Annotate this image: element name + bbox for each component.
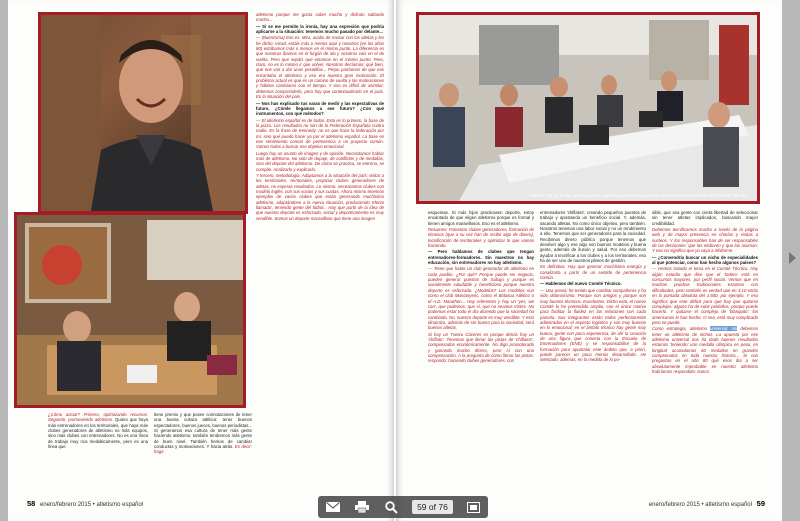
answer-1: — (Buenísima) Eso es. Mira, acabo de revisar con los atletas y les he dicho: mirad, estáis más o menos aquí y nosotros (en los años 80) estábamos más o menos en el mismo punto. La diferencia es que nosotros íbamos en el furgón de ida y vosotros vais en el de vuelta. Pero que sepáis que estamos en el mismo punto. Pero, claro, no es lo mismo ir que volver. Nosotros decíamos: qué bien, que nos van a dar unas pesetillas... Perpo partíamos de que nos encantaba el atletismo y eso era nuestra gran motivación. El problema actual es que es un camino de vuelta y las motivaciones y hábitos cambiaron con el tiempo. Y eso es difícil de asimilar: debemos comprenderlo, pero hay que contextualizarlo en el país. En la situación del país. [256,35,384,100]
page-indicator[interactable]: 59 of 76 [412,500,453,514]
right-page-footer: enero/febrero 2015 • atletismo español 59 [648,499,765,508]
left-page [8,0,394,521]
print-icon[interactable] [353,499,371,515]
bottom-text-1: Quiero que haya más entrenadores en los territoriales, que haya más clubes generadores de atletismo no más equipos, sino más clubes con entrenadores. No es una línea de trabajo muy rica mediáticamente, pero es una línea que [48,417,148,450]
answer-2: — El atletismo español es de todos. Esto es lo primero, la base de la pizza. Los resultados no son de la Federación Española contra nadie. Es la frase de Kennedy: no es que hace la federación por mí, sino qué puedo hacer yo por el atletismo español. La base es ese sentimiento común de pertenencia a un proyecto común. Vamos todos a buscar ese objetivo emocional. [256,117,384,150]
pull-quote: ¿Cómo actuar? Primero, optimizando recursos. Segundo, promoviendo atletismo. [48,412,148,423]
col2-text2: En definitiva. Hay que generar muchísima energía y canalizarla a partir de un sentido de pertenencia común. [540,264,646,281]
col3-a2-pre: Como estrategia, atletismo [652,326,707,332]
left-page-column-bottom-2 [154,412,252,496]
right-page-issue: enero/febrero 2015 [648,502,700,508]
highlighted-text[interactable]: universal. No [710,326,738,332]
office-illustration [17,215,243,405]
col1-question: — Pero hablamos de clubes que tengan entrenadores-formadores. Sin maestros no hay educación, sin entrenadores no hay atletismo. [428,249,534,266]
left-page-magazine: atletismo español [96,502,144,508]
col2-question: — Hablemos del nuevo Comité Técnico. [540,281,622,287]
col3-answer: — Hemos tratado el tema en el Comité Técnico. Hay algún estudio que dice que el 'todero' está en concursos mayores, por perfil social. Vemos que en muchas pruebas tradicionales estamos con dificultades, pero también es verdad que en 3.10 estás en la pomada absoluta del 1.500, por ejemplo. Y eso significa que este déficit para que hay que quitarse complejos: alguno ha de subir peldaños, porque puede hacerlo. Y quitarse el complejo de 'blanquito': los americanos lo han hecho. O sea, está muy complicado pero se puede. [652,266,758,325]
left-page-footer: 58 enero/febrero 2015 • atletismo español [27,499,144,508]
right-page-column-3 [652,210,758,495]
viewer-toolbar [318,496,488,518]
meeting-photo-right [416,12,760,204]
right-page-magazine: atletismo español [705,502,752,508]
col1-answer: — Tiene que haber un club generador de atletismo en cada pueblo. ¿Por qué? Porque puede ser negocio, pueden generar puestos de trabajo y porque es socialmente saludable y beneficioso porque nuestro deporte es esforzado. ¿Modelos? Los modelos son como el club Muntanyenc, como el Bidasoa Atlético o el A.D. Marathon... Hay referentes y hay un 'yes, we can', que podemos, que sí, que no seamos tristes. No podemos estar todo el día diciendo que la sociedad ha cambiado. No, nuestro deporte es muy vendible. Y esto dinamiza, además de ser bueno para la sociedad, será buenos atletas. [428,266,534,331]
meeting-room-illustration [419,15,757,201]
left-page-column-right [256,12,384,412]
col3-text1: sible, que sea gente con cierta libertad de seleccionar sin tener atletas implicados, buscando mayor credibilidad. [652,210,758,226]
right-page [396,0,782,521]
col3-answer-2 [652,326,758,374]
magazine-spread [8,0,782,521]
next-page-arrow-icon[interactable] [789,252,796,264]
col2-text1: entrenadores 'chiflatos', creando pequeños puestos de trabajo y apostando un beneficio social. Y, además, sacando atletas. No como único objetivo, pero también. Nosotros tenemos una labor social y no un rendimiento a ello. Tenemos que ser generadores para la sociedad. Recibimos dinero público porque tenemos que devolver algo y ese algo son buenos modelos y buena gente, además de ilusión y salud. Por eso debemos ayudar a tecnificar a los clubes y a los territoriales; eso ha de ser uno de nuestros pilares de gestión. [540,210,646,264]
left-page-number: 58 [27,499,36,508]
col3-text2: Debemos tecnificarnos mucho a través de la página web y de mayor presencia en charlas y visitas a nucleos. Y los responsables han de ser responsables de las decisiones: que las elaboren y que las asuman. Y eso no significa que yo vaya a inhibirme. [652,227,758,254]
mail-icon[interactable] [324,499,342,515]
col1-answer-2: Si hay un Txetxu Cáceres es porque detrás hay un 'chiflato'. Tenemos que llenar las pistas de 'chiflatos', compensados económicamente. No digo promotorado y ganando mucho dinero, pero sí con una compensación. A la pregunta de cómo llenar las pistas, respondo: haciendo clubes generadores, con [428,331,534,364]
question-2: — Nos has explicado tus varas de medir y las expectativas de futuro. ¿Cómle llegamos a ese futuro? ¿Con qué instrumentos, con qué métodos? [256,100,384,117]
col1-text2: Resumen: Fomentar clubes generadores, formación de técnicos (que a su vez han de recibir algo de dinero), tecnificación de territoriales y optimizar lo que vamos haciendo. [428,227,534,249]
right-page-number: 59 [756,499,765,508]
right-page-column-2 [540,210,646,495]
portrait-photo [38,12,248,214]
lead-text: atletismo porque me gusta saber mucho y disfruto saltando mucho... [256,12,384,23]
meeting-photo-left [14,212,246,408]
answer-3: Luego hay un asunto de imagen y de opinión. Necesitamos hablar más de atletismo. No solo de dopaje, de conflictos y de medallas, sino del deporte del atletismo. De cómo se practica, se entrena, se compite. Analizarlo y explicarlo. [256,150,384,172]
left-page-issue: enero/febrero 2015 [40,502,92,508]
col2-answer: — Una previa: he tenido que cambiar compañeros y ha sido dolorosísimo. Porque son amigos y porque son muy buenos técnicos. Excelentes. Dicho esto, el nuevo Comité lo he pretendido amplio, con el único motivo para facilitar la fluidez en las relaciones con cada parcela. Sus integrantes están todos perfectamente adiestrados en el aspecto logístico y son muy buenos en lo emocional; en el ámbito técnico hay gente muy buena, gente con poca experiencia, de ahí la creación de una figura que conecta con la Escuela de Entrenadores (ENE) y se responsabilice de la formación para apuntalar este ámbito que, a priori, puede parecer un poco menos desarrollado. He intentado, además, en la medida de lo po- [540,287,646,363]
search-icon[interactable] [383,499,401,515]
right-page-column-1 [428,210,534,495]
bottom-text-2-end: Es decir: haga [154,444,252,455]
col3-a2-post: debemos tener un atletismo de nichos. La apuesta por ese atletismo universal nos ha dado buenos resultados estamos 'teniendo' uno medalla olímpica en peso, en longitud acumulamos 60 medallas en grandes campeonatos en toda nuestra historia... Si nos preguntan en el año 80 qué esos iba a ser absolutamente improbable en nuestro atletismo habríamos respondido: nunca [652,326,758,374]
portrait-illustration [41,15,245,211]
col1-text1: esquemas. Si más hijos practicasen deporte, estoy encantado de que eligen atletismo porque es formal y tienen amigos maravillosos. Eso es el atletismo. [428,210,534,226]
bottom-text-2: tiene premio y que posee connotaciones de tener una buena cultura atlética: tener buenos espectadores, buenos jueces, buenos periodistas... Si generamos esa cultura de tener más gente haciendo atletismo, también tendremos más gente de buen nivel. También hemos de cambiar conductas y motivaciones. Y hacia atrás. [154,412,252,450]
col3-question: — ¿Convendría buscar un nicho de especialidades al que potenciar, como han hecho algunos países? [652,254,758,266]
photo-caption: Ramón Cid, al fondo, en la primera reunión que mantuvo con los nuevos Responsables del Comité Técnico. [529,193,749,198]
question-1: — Si se me permite la ironía, hay una expresión que podría aplicarse a la situación: tenemos mucho pasado por delante... [256,23,384,35]
answer-4: Y tercero, metodología. Adaptamos a la situación del país: visitar a los territoriales, territoriales, propiciar clubes generadores de atletas, no esperas resultados. Lo mismo: necesitamos clubes con modelo inglés, con sus socios y sus cuotas. Ahora mismo tenemos ejemplos de varios clubes que están generando muchísimo atletismo, adaptándose a la nueva situación, produciendo 'efecto llamada', teniendo gente del fútbol... Hay que partir de la idea de que nuestro deporte es esforzado, social y deportivamente es muy vendible. Somos un deporte maravilloso que tiene una imagen [256,172,384,221]
fullscreen-icon[interactable] [464,499,482,515]
left-page-column-bottom-1 [48,412,148,496]
